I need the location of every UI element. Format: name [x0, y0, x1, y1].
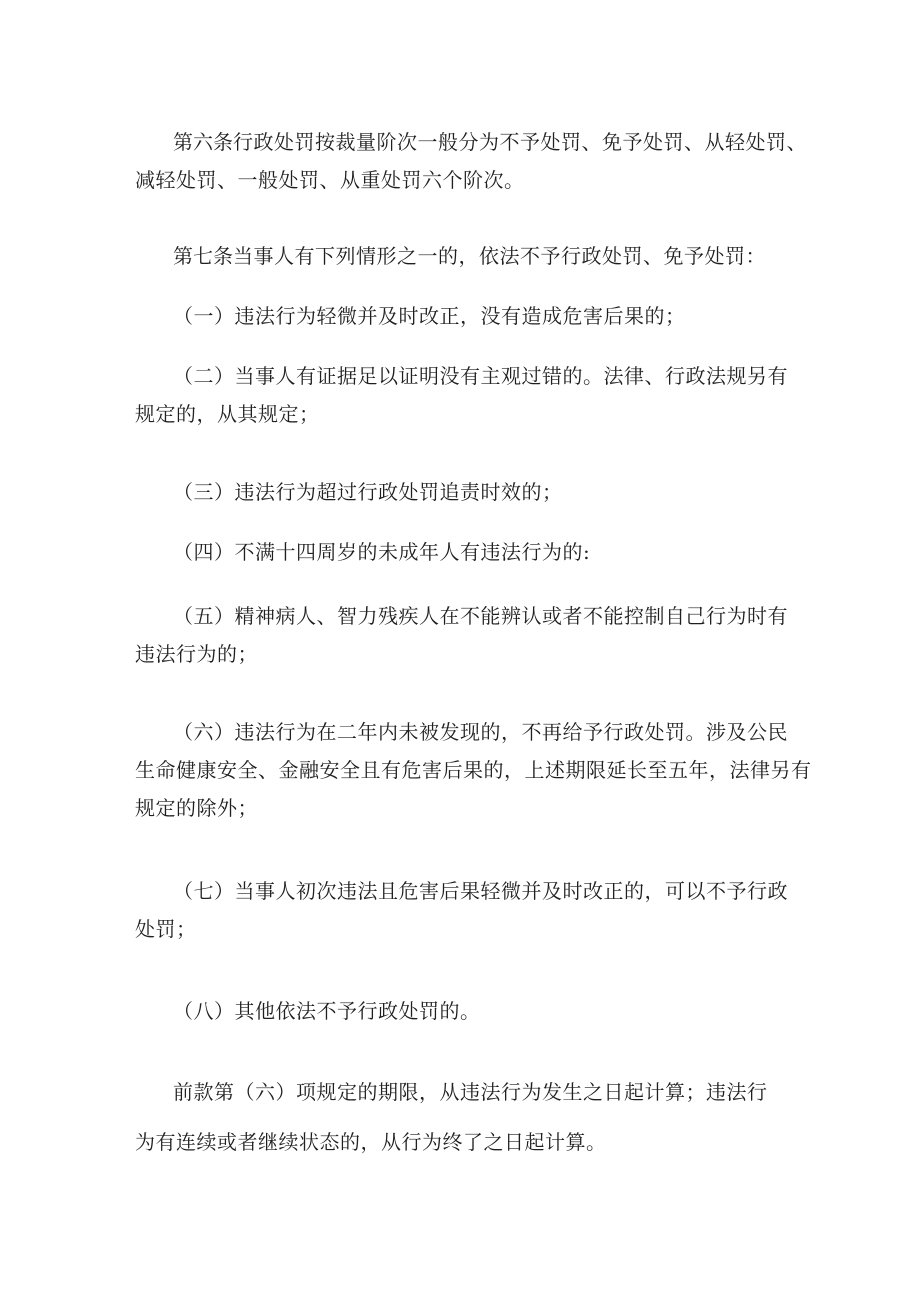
item-8-paragraph: [135, 992, 800, 1030]
item-6-line-1: （六）违法行为在二年内未被发现的，不再给予行政处罚。涉及公民: [173, 720, 788, 744]
item-2-line-2: 规定的，从其规定；: [135, 402, 320, 426]
item-8-line-1: （八）其他依法不予行政处罚的。: [173, 999, 481, 1023]
item-5-line-1: （五）精神病人、智力残疾人在不能辨认或者不能控制自己行为时有: [173, 604, 788, 628]
item-6-line-2: 生命健康安全、金融安全且有危害后果的，上述期限延长至五年，法律另有: [135, 758, 812, 782]
article-7-line-1: [135, 237, 800, 275]
item-7-line-1: （七）当事人初次违法且危害后果轻微并及时改正的，可以不予行政: [173, 879, 788, 903]
article-6-paragraph: [135, 123, 807, 199]
final-paragraph: [135, 1067, 800, 1167]
article-7-number: 第七条: [173, 244, 233, 268]
item-3-paragraph: [135, 473, 800, 511]
item-5-paragraph: [135, 597, 800, 673]
final-line-2: 为有连续或者继续状态的，从行为终了之日起计算。: [135, 1130, 607, 1154]
item-3-line-1: （三）违法行为超过行政处罚追责时效的；: [173, 480, 563, 504]
article-6-line-1: [135, 123, 807, 161]
item-4-line-1: （四）不满十四周岁的未成年人有违法行为的:: [173, 540, 591, 564]
article-6-line-2: 减轻处罚、一般处罚、从重处罚六个阶次。: [135, 168, 525, 192]
article-7-paragraph: [135, 237, 800, 275]
item-5-line-2: 违法行为的；: [135, 642, 258, 666]
item-1-line-1: （一）违法行为轻微并及时改正，没有造成危害后果的；: [173, 304, 686, 328]
item-1-paragraph: [135, 297, 800, 335]
article-7-text-1: 当事人有下列情形之一的，依法不予行政处罚、免予处罚：: [233, 244, 766, 268]
item-6-paragraph: [135, 713, 812, 827]
article-6-text-1: 行政处罚按裁量阶次一般分为不予处罚、免予处罚、从轻处罚、: [233, 130, 807, 154]
item-7-line-2: 处罚；: [135, 917, 197, 941]
article-6-number: 第六条: [173, 130, 233, 154]
item-4-paragraph: [135, 533, 800, 571]
item-6-line-3: 规定的除外；: [135, 796, 258, 820]
item-2-line-1: （二）当事人有证据足以证明没有主观过错的。法律、行政法规另有: [173, 364, 788, 388]
item-7-paragraph: [135, 872, 800, 948]
item-2-paragraph: [135, 357, 800, 433]
final-line-1: 前款第（六）项规定的期限，从违法行为发生之日起计算；违法行: [173, 1080, 768, 1104]
